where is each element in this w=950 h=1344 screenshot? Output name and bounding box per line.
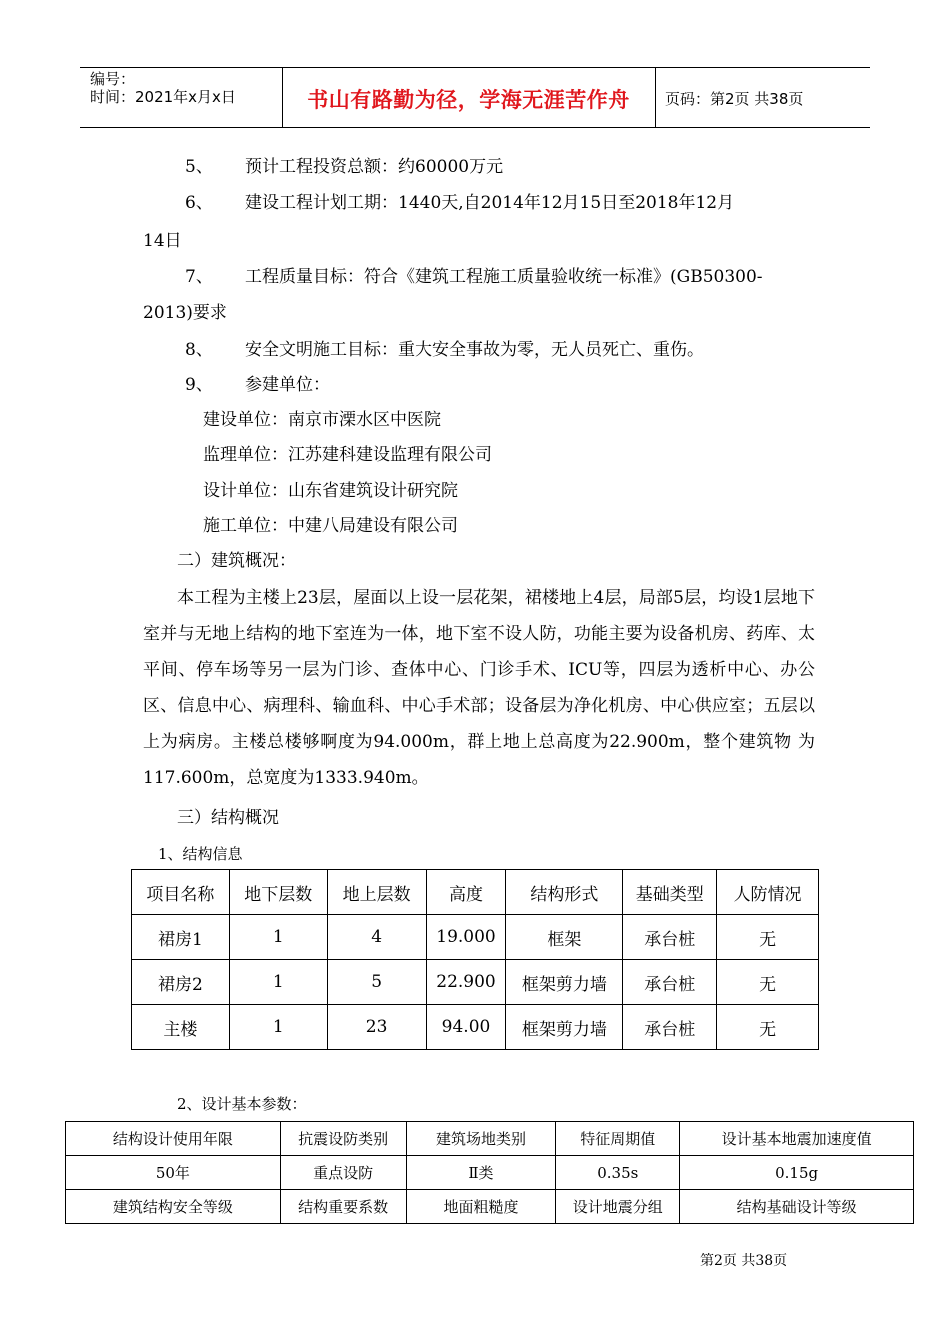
date-label: 时间：2021年x月x日: [90, 88, 236, 106]
item-6-continuation: 14日: [143, 231, 182, 251]
table-cell: 裙房2: [132, 960, 230, 1005]
table-cell: 建筑场地类别: [406, 1122, 556, 1156]
table-cell: 设计地震分组: [556, 1190, 680, 1224]
table-row: [132, 1005, 819, 1050]
table-cell: 0.35s: [556, 1156, 680, 1190]
table-cell: 设计基本地震加速度值: [680, 1122, 914, 1156]
table-cell: 1: [229, 915, 327, 960]
table-cell: 94.00: [426, 1005, 506, 1050]
table-cell: 结构基础设计等级: [680, 1190, 914, 1224]
table-cell: 主楼: [132, 1005, 230, 1050]
header-motto: 书山有路勤为径，学海无涯苦作舟: [307, 88, 630, 112]
item-5-text: 预计工程投资总额：约60000万元: [245, 157, 504, 177]
table-cell: 无: [717, 960, 819, 1005]
table-cell: 22.900: [426, 960, 506, 1005]
section2-body: [143, 580, 815, 796]
table-header-cell: 地上层数: [327, 870, 426, 915]
table-row: [66, 1122, 914, 1156]
item-7-number: 7、: [185, 267, 213, 287]
table-cell: Ⅱ类: [406, 1156, 556, 1190]
table-cell: 框架剪力墙: [506, 960, 623, 1005]
table-cell: 1: [229, 1005, 327, 1050]
table-cell: 框架: [506, 915, 623, 960]
section2-heading: 二）建筑概况：: [177, 551, 296, 571]
table-cell: 承台桩: [623, 960, 717, 1005]
page-info: 页码：第2页 共38页: [665, 90, 804, 108]
table-cell: 抗震设防类别: [280, 1122, 406, 1156]
table-header-cell: 高度: [426, 870, 506, 915]
table-cell: 地面粗糙度: [406, 1190, 556, 1224]
unit-supervisor: 监理单位：江苏建科建设监理有限公司: [203, 445, 492, 465]
section2-paragraph: 本工程为主楼上23层，屋面以上设一层花架，裙楼地上4层，局部5层，均设1层地下室并与无地上结构的地下室连为一体，地下室不设人防，功能主要为设备机房、药库、太平间、停车场等另一层为门诊、查体中心、门诊手术、ICU等，四层为透析中心、办公区、信息中心、病理科、输血科、中心手术部；设备层为净化机房、中心供应室；五层以上为病房。主楼总楼够啊度为94.000m，群上地上总高度为22.900m，整个建筑物 为117.600m，总宽度为1333.940m。: [143, 588, 815, 788]
structure-info-heading: 1、结构信息: [158, 845, 243, 863]
table-header-row: [132, 870, 819, 915]
section3-heading: 三）结构概况: [177, 808, 279, 828]
structure-info-table: [131, 869, 819, 1050]
table-cell: 无: [717, 915, 819, 960]
header-divider-right: [655, 67, 656, 128]
table-cell: 0.15g: [680, 1156, 914, 1190]
table-row: [66, 1156, 914, 1190]
table-row: [66, 1190, 914, 1224]
table-cell: 特征周期值: [556, 1122, 680, 1156]
table-cell: 无: [717, 1005, 819, 1050]
item-9-text: 参建单位：: [245, 375, 330, 395]
table-cell: 框架剪力墙: [506, 1005, 623, 1050]
footer-page-number: 第2页 共38页: [700, 1253, 788, 1269]
table-cell: 建筑结构安全等级: [66, 1190, 281, 1224]
table-row: [132, 960, 819, 1005]
design-params-table: [65, 1121, 914, 1224]
table-cell: 承台桩: [623, 1005, 717, 1050]
header-bottom-rule: [80, 127, 870, 128]
table-row: [132, 915, 819, 960]
table-cell: 承台桩: [623, 915, 717, 960]
header-top-rule: [80, 67, 870, 68]
item-8-number: 8、: [185, 340, 213, 360]
table-cell: 4: [327, 915, 426, 960]
item-7-text: 工程质量目标：符合《建筑工程施工质量验收统一标准》(GB50300-: [245, 267, 763, 287]
item-6-number: 6、: [185, 193, 213, 213]
table-cell: 5: [327, 960, 426, 1005]
unit-owner: 建设单位：南京市溧水区中医院: [203, 410, 441, 430]
item-7-continuation: 2013)要求: [143, 303, 227, 323]
unit-designer: 设计单位：山东省建筑设计研究院: [203, 481, 458, 501]
item-5-number: 5、: [185, 157, 213, 177]
doc-number-label: 编号：: [90, 70, 136, 88]
unit-contractor: 施工单位：中建八局建设有限公司: [203, 516, 458, 536]
item-6-text: 建设工程计划工期：1440天,自2014年12月15日至2018年12月: [245, 193, 735, 213]
table-cell: 结构重要系数: [280, 1190, 406, 1224]
table-cell: 结构设计使用年限: [66, 1122, 281, 1156]
design-params-heading: 2、设计基本参数：: [177, 1095, 307, 1113]
table-header-cell: 地下层数: [229, 870, 327, 915]
item-8-text: 安全文明施工目标：重大安全事故为零，无人员死亡、重伤。: [245, 340, 704, 360]
table-cell: 重点设防: [280, 1156, 406, 1190]
table-cell: 19.000: [426, 915, 506, 960]
table-cell: 裙房1: [132, 915, 230, 960]
table-cell: 50年: [66, 1156, 281, 1190]
table-header-cell: 项目名称: [132, 870, 230, 915]
table-cell: 1: [229, 960, 327, 1005]
table-cell: 23: [327, 1005, 426, 1050]
table-header-cell: 人防情况: [717, 870, 819, 915]
item-9-number: 9、: [185, 375, 213, 395]
table-header-cell: 结构形式: [506, 870, 623, 915]
table-header-cell: 基础类型: [623, 870, 717, 915]
